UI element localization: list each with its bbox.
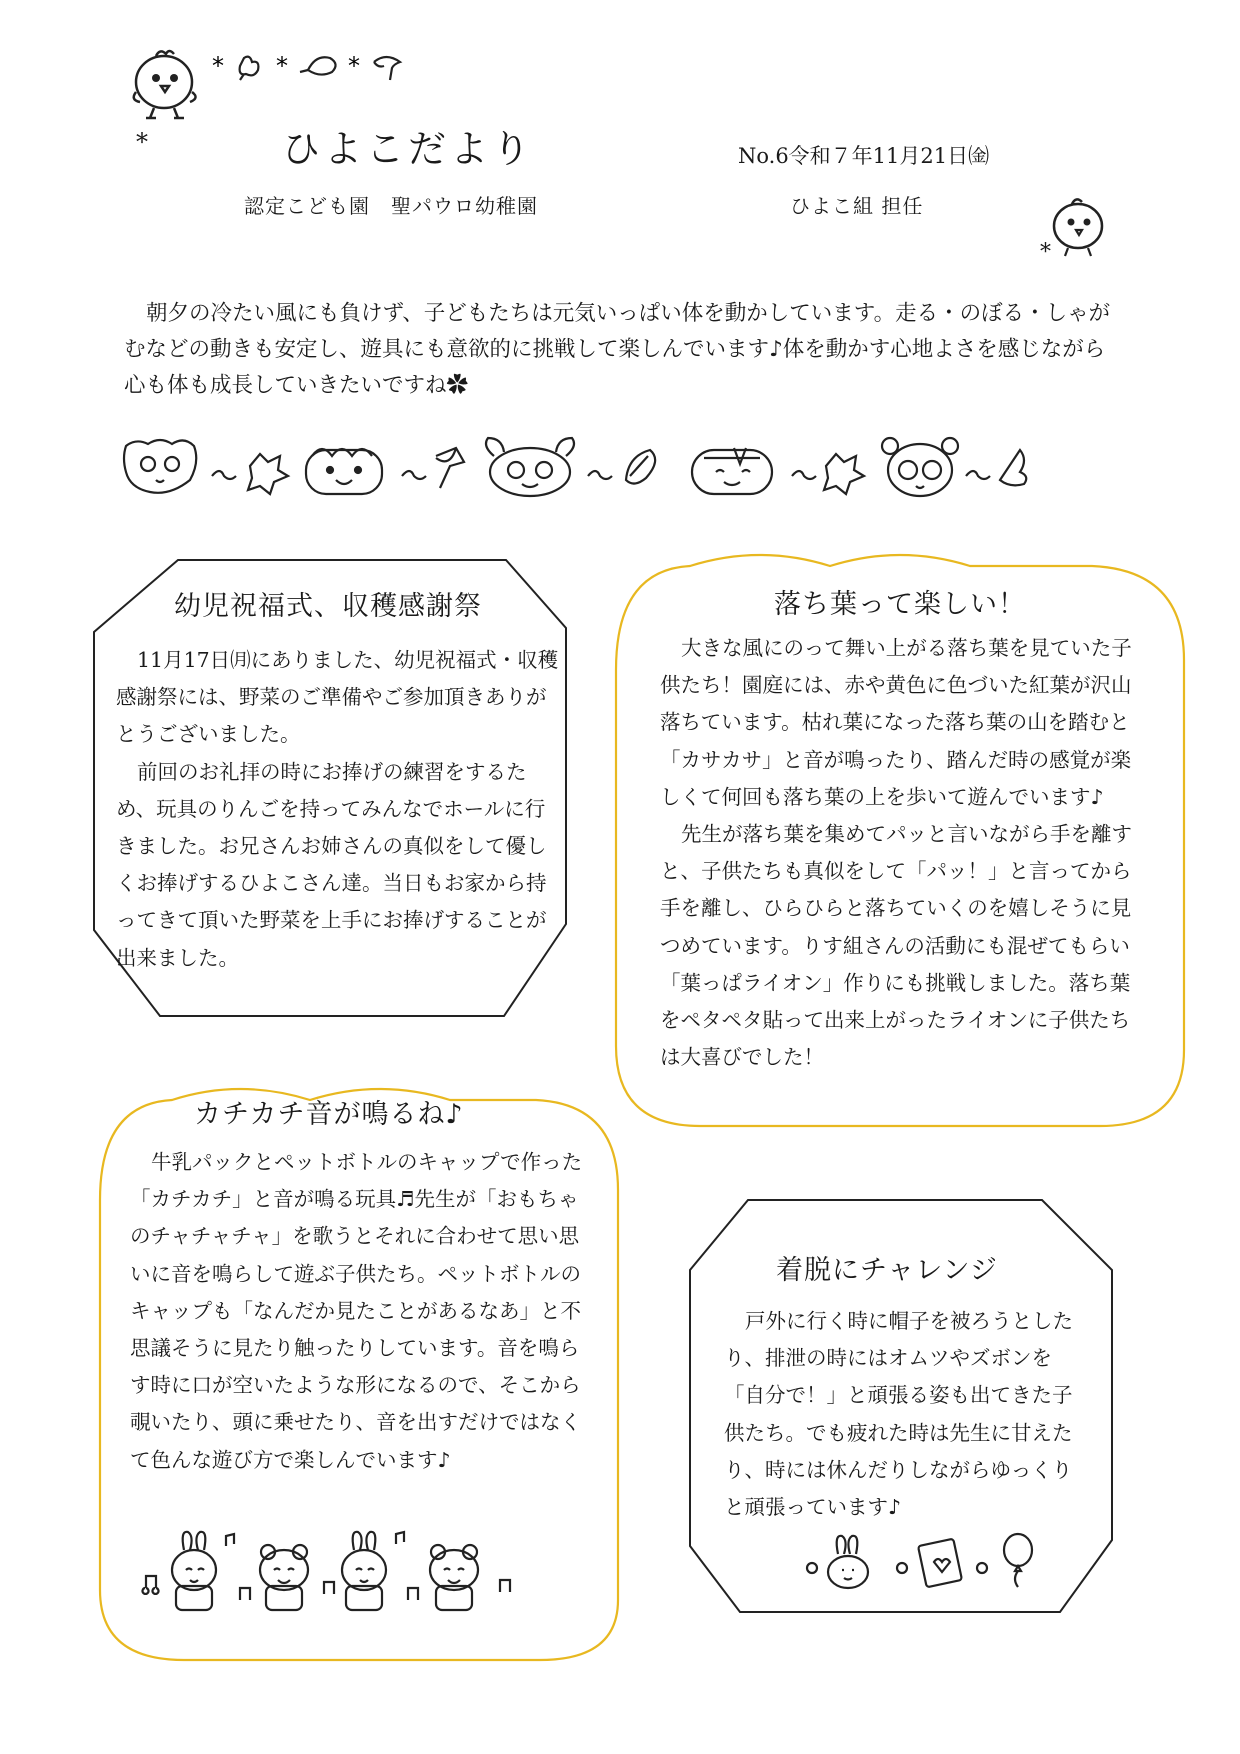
school-name: 認定こども園 聖パウロ幼稚園 [244, 194, 538, 218]
bunny-icon [828, 1536, 868, 1588]
star-decoration: * [1040, 240, 1051, 265]
balloon-icon [1004, 1534, 1032, 1587]
dressing-decoration [804, 1528, 1054, 1592]
svg-text:*: * [348, 52, 360, 80]
newsletter-title: ひよこだより [282, 127, 535, 171]
svg-text:*: * [276, 52, 288, 80]
svg-text:*: * [212, 52, 224, 80]
section-title-dressing: 着脱にチャレンジ [776, 1255, 998, 1286]
section-body-ceremony: 11月17日㈪にありました、幼児祝福式・収穫感謝祭には、野菜のご準備やご参加頂きありがとうございました。 前回のお礼拝の時にお捧げの練習をするため、玩具のりんごを持ってみんなでホールに行きました。お兄さんお姉さんの真似をして優しくお捧げするひよこさん達。当日もお家から持ってきて頂いた野菜を上手にお捧げすることが出来ました。 [116, 648, 559, 970]
section-title-leaves: 落ち葉って楽しい！ [774, 589, 1026, 620]
intro-text: 朝夕の冷たい風にも負けず、子どもたちは元気いっぱい体を動かしています。走る・のぼる・しゃがむなどの動きも安定し、遊具にも意欲的に挑戦して楽しんでいます♪体を動かす心地よさを感じながら心も体も成長していきたいですね✿ [124, 301, 1111, 398]
book-icon [918, 1539, 962, 1588]
section-body-leaves: 大きな風にのって舞い上がる落ち葉を見ていた子供たち！園庭には、赤や黄色に色づいた紅葉が沢山落ちています。枯れ葉になった落ち葉の山を踏むと「カサカサ」と音が鳴ったり、踏んだ時の感覚が楽しくて何回も落ち葉の上を歩いて遊んでいます♪ 先生が落ち葉を集めてパッと言いながら手を離すと、子供たちも真似をして「パッ！」と言ってから手を離し、ひらひらと落ちていくのを嬉しそうに見つめています。りす組さんの活動にも混ぜてもらい「葉っぱライオン」作りにも挑戦しました。落ち葉をペタペタ貼って出来上がったライオンに子供たちは大喜びでした！ [660, 636, 1132, 1070]
section-body-dressing: 戸外に行く時に帽子を被ろうとしたり、排泄の時にはオムツやズボンを「自分で！」と頑張る姿も出てきた子供たち。でも疲れた時は先生に甘えたり、時には休んだりしながらゆっくりと頑張っています♪ [724, 1309, 1073, 1520]
section-title-kachikachi: カチカチ音が鳴るね♪ [194, 1099, 464, 1130]
class-teacher: ひよこ組 担任 [790, 194, 924, 218]
star-decoration: * [136, 128, 148, 156]
section-body-kachikachi: 牛乳パックとペットボトルのキャップで作った「カチカチ」と音が鳴る玩具♬先生が「おもちゃのチャチャチャ」を歌うとそれに合わせて思い思いに音を鳴らして遊ぶ子供たち。ペットボトルのキャップも「なんだか見たことがあるなあ」と不思議そうに見たり触ったりしています。音を鳴らす時に口が空いたような形になるので、そこから覗いたり、頭に乗せたり、音を出すだけではなくて色んな遊び方で楽しんでいます♪ [130, 1150, 583, 1472]
section-title-ceremony: 幼児祝福式、収穫感謝祭 [174, 591, 482, 622]
issue-date: No.6令和７年11月21日㈮ [738, 144, 990, 168]
